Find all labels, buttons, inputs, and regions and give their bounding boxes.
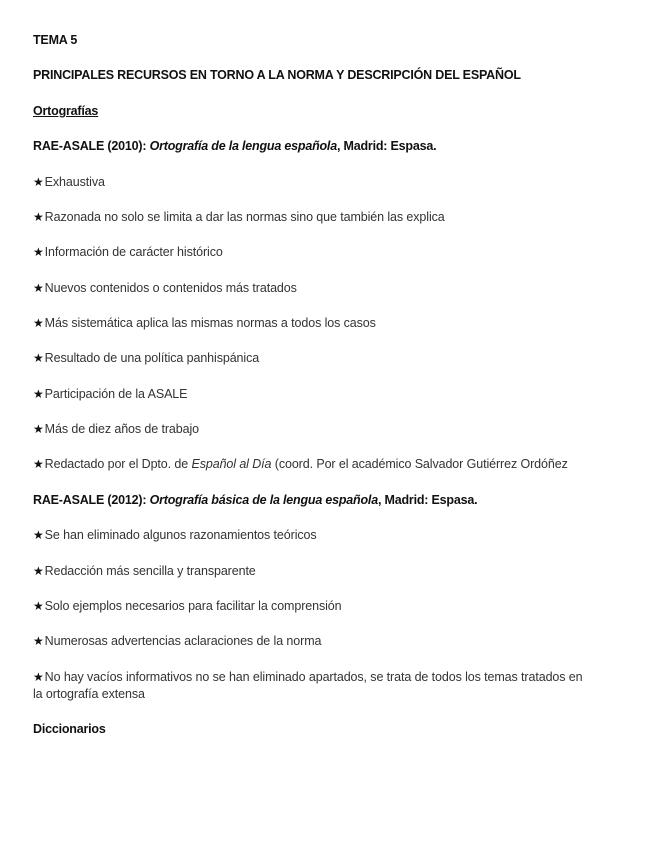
star-icon: ★ <box>33 210 44 224</box>
list-item-text-prefix: Redactado por el Dpto. de <box>44 457 192 471</box>
list-item <box>33 175 105 189</box>
star-icon: ★ <box>33 528 44 542</box>
list-item-text: Redacción más sencilla y transparente <box>44 564 256 578</box>
list-item <box>33 245 223 259</box>
list-item <box>33 564 256 578</box>
reference-2010 <box>33 139 436 153</box>
list-item <box>33 387 187 401</box>
list-item <box>33 634 321 648</box>
list-item-text: Más de diez años de trabajo <box>44 422 200 436</box>
list-item <box>33 599 342 613</box>
list-item-text: Participación de la ASALE <box>44 387 188 401</box>
star-icon: ★ <box>33 634 44 648</box>
star-icon: ★ <box>33 457 44 471</box>
list-item-text: Más sistemática aplica las mismas normas a todos los casos <box>44 316 376 330</box>
star-icon: ★ <box>33 564 44 578</box>
list-item <box>33 422 199 436</box>
reference-2010-prefix: RAE-ASALE (2010): <box>33 139 150 153</box>
tema-label: TEMA 5 <box>33 33 78 47</box>
list-item-text-italic: Español al Día <box>191 457 272 471</box>
list-item <box>33 210 445 224</box>
star-icon: ★ <box>33 387 44 401</box>
section-heading-diccionarios: Diccionarios <box>33 722 106 736</box>
list-item-text: Exhaustiva <box>44 175 105 189</box>
reference-2010-title: Ortografía de la lengua española <box>149 139 337 153</box>
reference-2012-suffix: , Madrid: Espasa. <box>377 493 478 507</box>
list-item-text: Numerosas advertencias aclaraciones de la norma <box>44 634 322 648</box>
list-item-text: Solo ejemplos necesarios para facilitar la comprensión <box>44 599 342 613</box>
list-item <box>33 316 376 330</box>
star-icon: ★ <box>33 245 44 259</box>
list-item-text: Se han eliminado algunos razonamientos teóricos <box>44 528 317 542</box>
star-icon: ★ <box>33 175 44 189</box>
list-item <box>33 669 593 703</box>
list-item-text: Razonada no solo se limita a dar las normas sino que también las explica <box>44 210 445 224</box>
reference-2010-suffix: , Madrid: Espasa. <box>336 139 437 153</box>
list-item-text: No hay vacíos informativos no se han eliminado apartados, se trata de todos los temas tratados en la ortografía extensa <box>33 670 583 701</box>
section-heading-ortografias: Ortografías <box>33 104 99 118</box>
list-item-text: Nuevos contenidos o contenidos más tratados <box>44 281 297 295</box>
star-icon: ★ <box>33 599 44 613</box>
star-icon: ★ <box>33 281 44 295</box>
star-icon: ★ <box>33 316 44 330</box>
list-item-text: Resultado de una política panhispánica <box>44 351 260 365</box>
reference-2012 <box>33 493 477 507</box>
page-title: PRINCIPALES RECURSOS EN TORNO A LA NORMA Y DESCRIPCIÓN DEL ESPAÑOL <box>33 68 521 82</box>
list-item-text: Información de carácter histórico <box>44 245 223 259</box>
star-icon: ★ <box>33 351 44 365</box>
reference-2012-title: Ortografía básica de la lengua española <box>149 493 378 507</box>
list-item <box>33 457 568 471</box>
star-icon: ★ <box>33 670 44 684</box>
list-item <box>33 351 259 365</box>
list-item <box>33 528 317 542</box>
list-item <box>33 281 297 295</box>
reference-2012-prefix: RAE-ASALE (2012): <box>33 493 150 507</box>
star-icon: ★ <box>33 422 44 436</box>
list-item-text-suffix: (coord. Por el académico Salvador Gutiérrez Ordóñez <box>271 457 568 471</box>
